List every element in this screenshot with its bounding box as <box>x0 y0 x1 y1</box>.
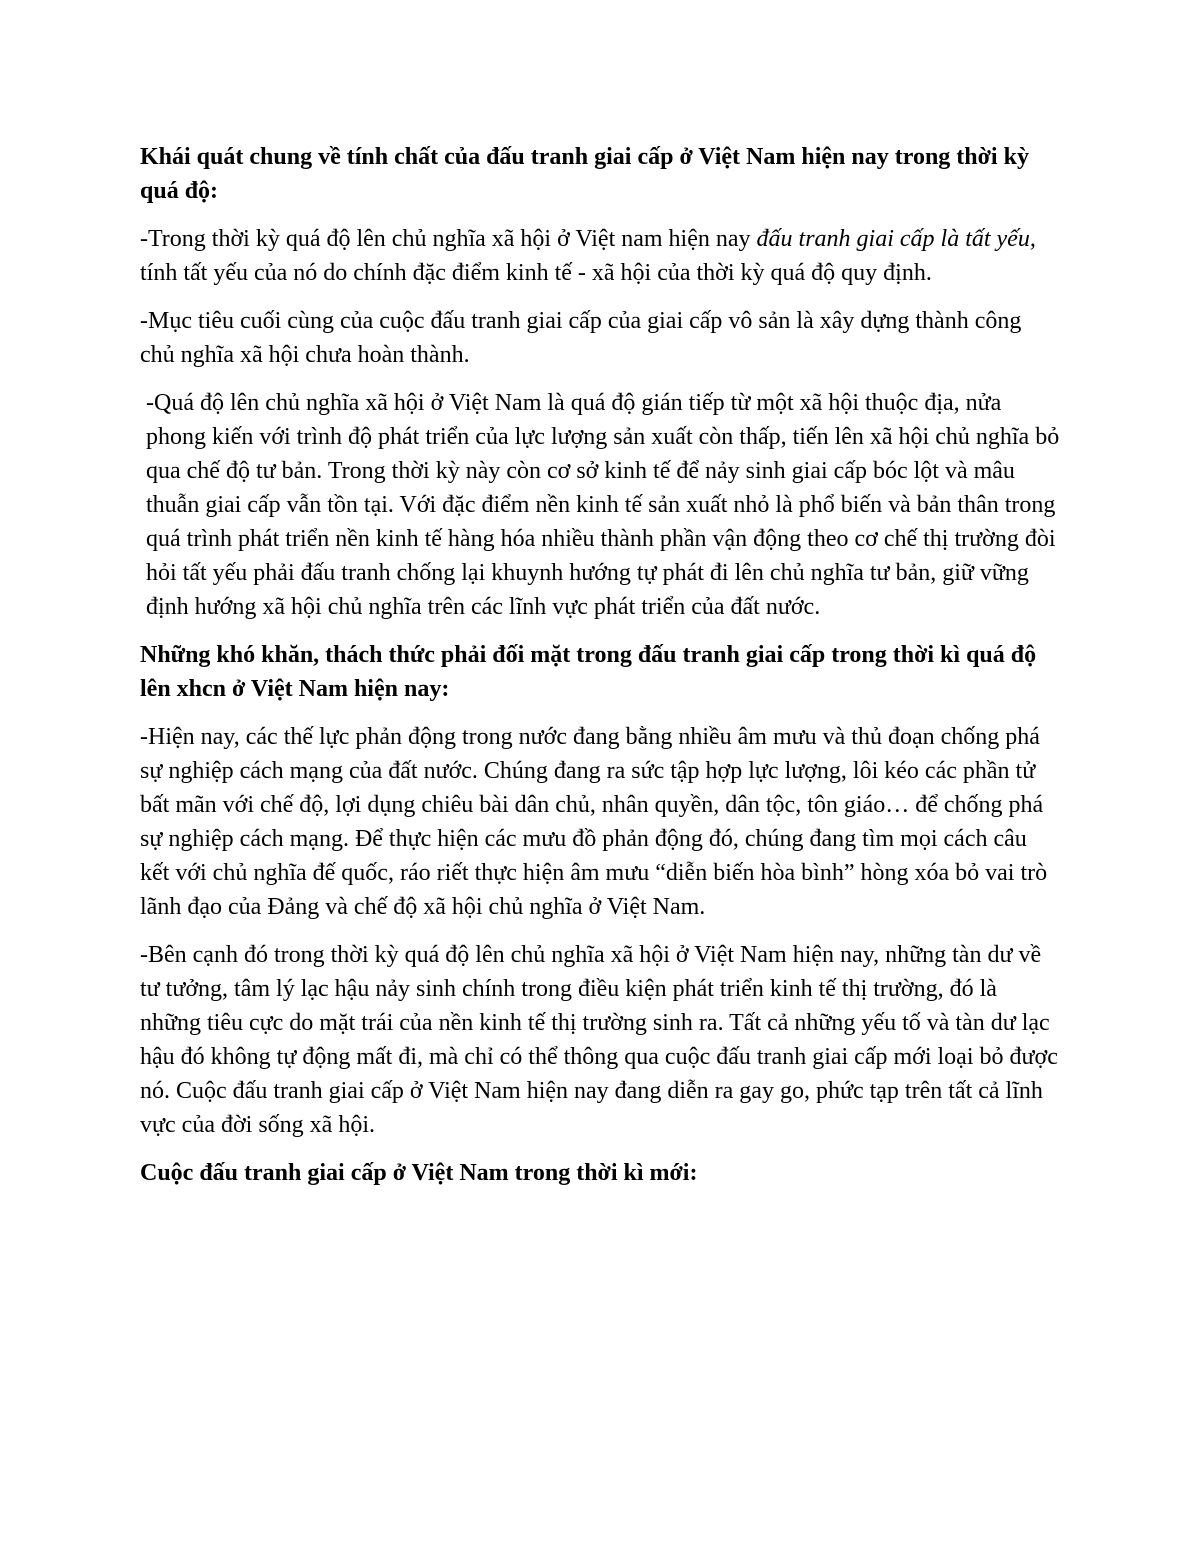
paragraph-inevitability-end: tính tất yếu của nó do chính đặc điểm kinh tế - xã hội của thời kỳ quá độ quy định. <box>140 260 932 286</box>
section-heading-new-era: Cuộc đấu tranh giai cấp ở Việt Nam trong thời kì mới: <box>140 1160 698 1186</box>
section-heading-general: Khái quát chung về tính chất của đấu tranh giai cấp ở Việt Nam hiện nay trong thời kỳ quá độ: <box>140 144 1029 204</box>
paragraph-backward-remnants: -Bên cạnh đó trong thời kỳ quá độ lên chủ nghĩa xã hội ở Việt Nam hiện nay, những tàn dư về tư tưởng, tâm lý lạc hậu nảy sinh chính trong điều kiện phát triển kinh tế thị trường, đó là những tiêu cực do mặt trái của nền kinh tế thị trường sinh ra. Tất cả những yếu tố và tàn dư lạc hậu đó không tự động mất đi, mà chỉ có thể thông qua cuộc đấu tranh giai cấp mới loại bỏ được nó. Cuộc đấu tranh giai cấp ở Việt Nam hiện nay đang diễn ra gay go, phức tạp trên tất cả lĩnh vực của đời sống xã hội. <box>140 942 1058 1138</box>
paragraph-inevitability-emphasis: đấu tranh giai cấp là tất yếu, <box>756 226 1036 252</box>
paragraph-reactionary-forces: -Hiện nay, các thế lực phản động trong nước đang bằng nhiều âm mưu và thủ đoạn chống phá sự nghiệp cách mạng của đất nước. Chúng đang ra sức tập hợp lực lượng, lôi kéo các phần tử bất mãn với chế độ, lợi dụng chiêu bài dân chủ, nhân quyền, dân tộc, tôn giáo… để chống phá sự nghiệp cách mạng. Để thực hiện các mưu đồ phản động đó, chúng đang tìm mọi cách câu kết với chủ nghĩa đế quốc, ráo riết thực hiện âm mưu “diễn biến hòa bình” hòng xóa bỏ vai trò lãnh đạo của Đảng và chế độ xã hội chủ nghĩa ở Việt Nam. <box>140 724 1048 920</box>
paragraph-inevitability <box>140 222 1060 290</box>
paragraph-transition: -Quá độ lên chủ nghĩa xã hội ở Việt Nam là quá độ gián tiếp từ một xã hội thuộc địa, nửa phong kiến với trình độ phát triển của lực lượng sản xuất còn thấp, tiến lên xã hội chủ nghĩa bỏ qua chế độ tư bản. Trong thời kỳ này còn cơ sở kinh tế để nảy sinh giai cấp bóc lột và mâu thuẫn giai cấp vẫn tồn tại. Với đặc điểm nền kinh tế sản xuất nhỏ là phổ biến và bản thân trong quá trình phát triển nền kinh tế hàng hóa nhiều thành phần vận động theo cơ chế thị trường đòi hỏi tất yếu phải đấu tranh chống lại khuynh hướng tự phát đi lên chủ nghĩa tư bản, giữ vững định hướng xã hội chủ nghĩa trên các lĩnh vực phát triển của đất nước. <box>146 390 1060 620</box>
document-body <box>140 140 1060 1204</box>
section-heading-challenges: Những khó khăn, thách thức phải đối mặt trong đấu tranh giai cấp trong thời kì quá độ lên xhcn ở Việt Nam hiện nay: <box>140 642 1037 702</box>
paragraph-inevitability-start: -Trong thời kỳ quá độ lên chủ nghĩa xã hội ở Việt nam hiện nay <box>140 226 757 252</box>
paragraph-goal: -Mục tiêu cuối cùng của cuộc đấu tranh giai cấp của giai cấp vô sản là xây dựng thành công chủ nghĩa xã hội chưa hoàn thành. <box>140 308 1022 368</box>
